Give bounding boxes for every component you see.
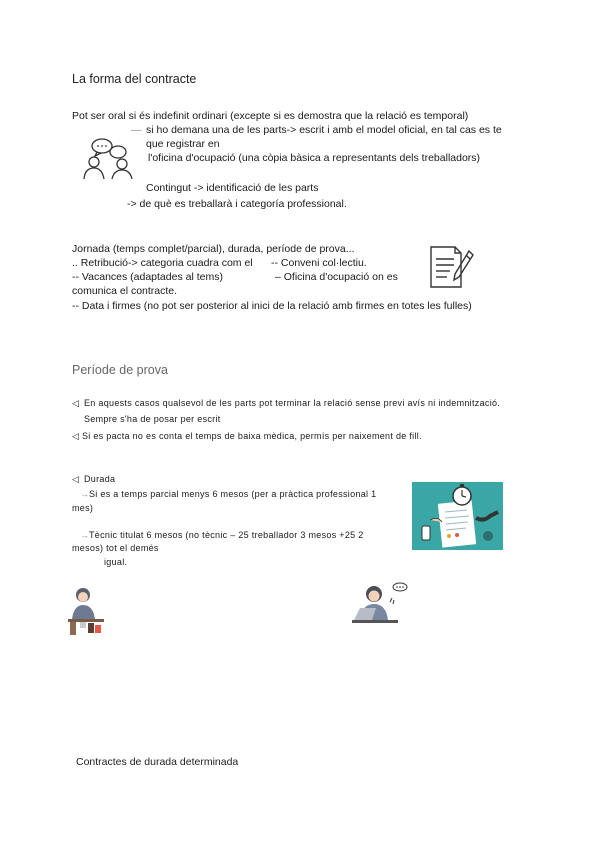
document-pen-icon [425, 243, 475, 291]
text-employment-office: l'oficina d'ocupació (una còpia bàsica a representants dels treballadors) [148, 152, 481, 164]
section-title-probation: Període de prova [72, 363, 168, 377]
bullet-arrow-icon: ◁ [72, 398, 80, 408]
text-durada-equal: igual. [104, 557, 128, 567]
text-oral-contract: Pot ser oral si és indefinit ordinari (excepte si es demostra que la relació es temporal) [72, 110, 469, 122]
small-arrow-icon: → [80, 489, 90, 499]
text-medical-leave: Si es pacta no es conta el temps de baixa mèdica, permís per naixement de fill. [82, 431, 422, 441]
bullet-arrow-icon: ◁ [72, 431, 80, 441]
text-no-notice: En aquests casos qualsevol de les parts pot terminar la relació sense previ avís ni indemnització. [84, 398, 501, 408]
dash-marker: — [131, 124, 142, 136]
text-durada-technician: Tècnic titulat 6 mesos (no tècnic – 25 treballador 3 mesos +25 2 [89, 530, 364, 540]
durada-label: Durada [84, 474, 116, 484]
text-content-identification: Contingut -> identificació de les parts [146, 182, 319, 194]
person-desk-illustration [66, 585, 106, 637]
text-durada-part-time: Si es a temps parcial menys 6 mesos (per a pràctica professional 1 [89, 489, 377, 499]
text-content-category: -> de què es treballarà i categoría professional. [127, 198, 347, 210]
small-arrow-icon: → [80, 530, 90, 540]
text-always-written: Sempre s'ha de posar per escrit [84, 414, 221, 424]
text-data-firmes: -- Data i firmes (no pot ser posterior al inici de la relació amb firmes en totes les fulles) [72, 300, 472, 312]
section-title-fixed-term: Contractes de durada determinada [76, 756, 239, 768]
bullet-arrow-icon: ◁ [72, 474, 80, 484]
section-title-contract-form: La forma del contracte [72, 72, 197, 86]
text-durada-part-time-cont: mes) [72, 503, 94, 513]
text-register: que registrar en [146, 138, 220, 150]
chat-people-icon [80, 136, 136, 180]
text-retribucio: .. Retribució-> categoria cuadra com el [72, 257, 253, 269]
text-durada-technician-cont: mesos) tot el demés [72, 543, 159, 553]
contract-stopwatch-illustration [412, 482, 503, 550]
text-jornada: Jornada (temps complet/parcial), durada, període de prova... [72, 243, 355, 255]
text-comunica: comunica el contracte. [72, 285, 178, 297]
text-oficina: – Oficina d'ocupació on es [275, 271, 398, 283]
text-conveni: -- Conveni col·lectiu. [271, 257, 367, 269]
text-vacances: -- Vacances (adaptades al tems) [72, 271, 223, 283]
person-laptop-illustration [350, 580, 410, 628]
text-written-request: si ho demana una de les parts-> escrit i amb el model oficial, en tal cas es te [146, 124, 502, 136]
